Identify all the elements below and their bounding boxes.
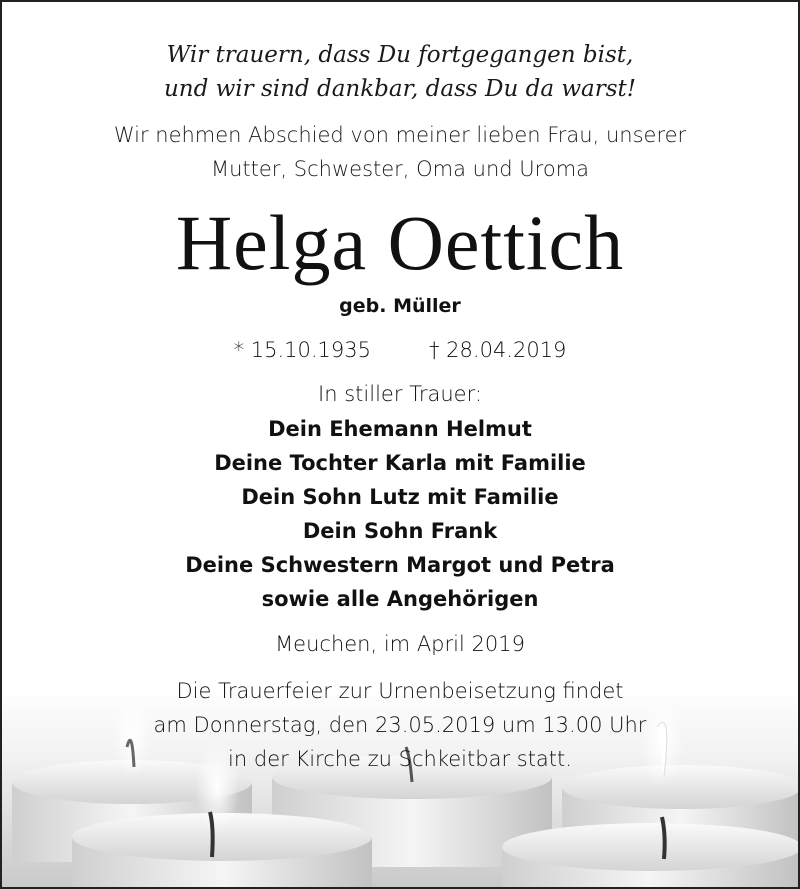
funeral-line-2: am Donnerstag, den 23.05.2019 um 13.00 Uhr <box>153 713 647 737</box>
death-date: † 28.04.2019 <box>429 338 567 362</box>
funeral-line-3: in der Kirche zu Schkeitbar statt. <box>228 747 572 771</box>
maiden-name: geb. Müller <box>339 295 461 317</box>
funeral-line-1: Die Trauerfeier zur Urnenbeisetzung findet <box>176 679 624 703</box>
intro-line-1: Wir nehmen Abschied von meiner lieben Frau, unserer <box>113 123 687 147</box>
mourner-name: Dein Sohn Frank <box>302 519 498 543</box>
life-dates <box>2 338 798 362</box>
mourner-name: Dein Ehemann Helmut <box>268 417 532 441</box>
mourner-name: Deine Schwestern Margot und Petra <box>185 553 615 577</box>
place-date: Meuchen, im April 2019 <box>275 632 525 656</box>
birth-date: * 15.10.1935 <box>233 338 371 362</box>
mourners-heading: In stiller Trauer: <box>318 382 482 406</box>
mourner-name: sowie alle Angehörigen <box>261 587 539 611</box>
deceased-name: Helga Oettich <box>175 199 625 286</box>
mourner-name: Deine Tochter Karla mit Familie <box>214 451 586 475</box>
motto-line-2: und wir sind dankbar, dass Du da warst! <box>163 76 637 102</box>
intro-line-2: Mutter, Schwester, Oma und Uroma <box>210 157 590 181</box>
mourner-name: Dein Sohn Lutz mit Familie <box>241 485 559 509</box>
motto-line-1: Wir trauern, dass Du fortgegangen bist, <box>166 42 634 68</box>
